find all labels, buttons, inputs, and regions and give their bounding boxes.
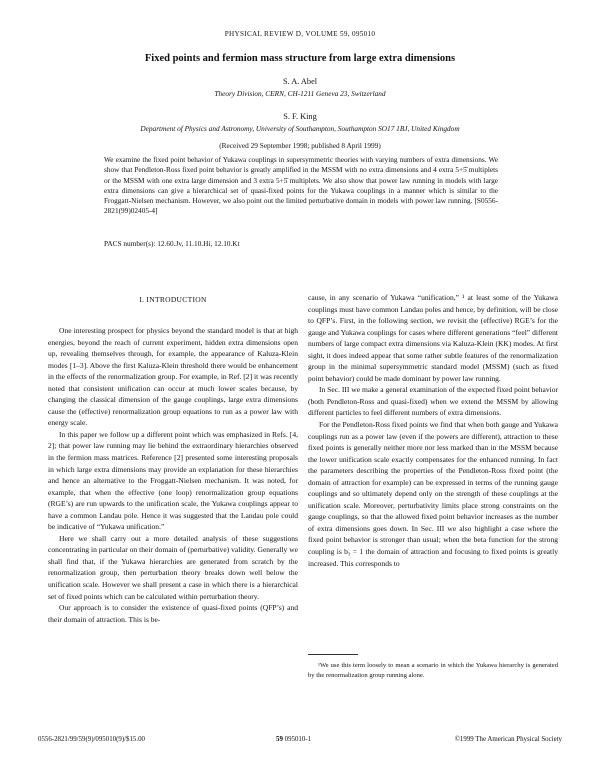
author-2-name: S. F. King	[283, 112, 317, 121]
author-1-affiliation: Theory Division, CERN, CH-1211 Geneva 23, Switzerland	[214, 89, 386, 98]
footer-code: 0556-2821/99/59(9)/095010(9)/$15.00	[38, 736, 145, 743]
left-column	[48, 325, 298, 625]
footnote: ¹We use this term loosely to mean a scenario in which the Yukawa hierarchy is generated by the renormalization group running alone.	[308, 662, 558, 679]
paragraph: cause, in any scenario of Yukawa “unification,” ¹ at least some of the Yukawa couplings must have common Landau poles and hence, by definition, will be close to QFP’s. First, in the following section, we revisit the (effective) RGE’s for the gauge and Yukawa couplings for cases where different generations “feel” different numbers of large compact extra dimensions via Kaluza-Klein (KK) modes. At first sight, it does indeed appear that some rather subtle features of the renormalization group in the minimal supersymmetric standard model (MSSM) (such as fixed point behavior) could be made dominant by power law running.	[308, 293, 558, 383]
received-dates: (Received 29 September 1998; published 8 April 1999)	[219, 141, 381, 150]
section-heading: I. INTRODUCTION	[139, 295, 207, 304]
paragraph: In this paper we follow up a different point which was emphasized in Refs. [4, 2]; that power law running may lie behind the extraordinary hierarchies observed in the fermion mass matrices. Reference [2] presented some interesting proposals in which large extra dimensions may provide an explanation for these hierarchies and hence an alternative to the Froggatt-Nielsen mechanism. It was noted, for example, that when the effective (one loop) renormalization group equations (RGE’s) are run upwards to the unification scale, the Yukawa couplings appear to have a common Landau pole. Hence it was suggested that the Landau pole could be indicative of “Yukawa unification.”	[48, 429, 298, 532]
paragraph: For the Pendleton-Ross fixed points we find that when both gauge and Yukawa couplings run as a power law (even if the powers are different), attraction to these fixed points is generally neither more nor less marked than in the MSSM because the lower unification scale exactly compensates for the enhanced running. In fact the parameters describing the properties of the Pendleton-Ross fixed point (the domain of attraction for example) can be expressed in terms of the running gauge couplings and so ultimately depend only on the strength of these couplings at the unification scale. Moreover, perturbativity limits place strong constraints on the gauge couplings, so that the allowed fixed point behavior increases as the number of extra dimensions goes down. In Sec. III we also highlight a case where the fixed point behavior is stronger than usual; when the beta function for the strong coupling is b₃ = 1 the domain of attraction and focusing to fixed points is greatly increased. This corresponds to	[308, 420, 558, 568]
pacs-numbers: PACS number(s): 12.60.Jv, 11.10.Hi, 12.10.Kt	[104, 239, 240, 248]
journal-header: PHYSICAL REVIEW D, VOLUME 59, 095010	[224, 30, 376, 38]
footer-copyright: ©1999 The American Physical Society	[454, 736, 562, 743]
paragraph: One interesting prospect for physics beyond the standard model is that at high energies, beyond the reach of current experiment, hidden extra dimensions open up, revealing themselves through, for example, the appearance of Kaluza-Klein modes [1–3]. Above the first Kaluza-Klein threshold there would be enhancement in the effects of the renormalization group. For example, in Ref. [2] it was recently noted that consistent unification can occur at much lower scales because, by changing the classical dimension of the gauge couplings, large extra dimensions cause the (effective) renormalization group equations to run as a power law with energy scale.	[48, 326, 298, 428]
footer-volume: 59	[276, 736, 283, 743]
footer-page	[276, 736, 311, 743]
paper-title: Fixed points and fermion mass structure from large extra dimensions	[144, 53, 456, 64]
paragraph: Here we shall carry out a more detailed analysis of these suggestions concentrating in particular on their domain of (perturbative) validity. Generally we shall find that, if the Yukawa hierarchies are generated from scratch by the renormalization group, then perturbation theory breaks down well below the unification scale. However we shall present a case in which there is a hierarchical set of fixed points which can be calculated within perturbation theory.	[48, 533, 298, 601]
author-2-affiliation: Department of Physics and Astronomy, University of Southampton, Southampton SO17 1BJ, United Kingdom	[140, 124, 460, 133]
paragraph: Our approach is to consider the existence of quasi-fixed points (QFP’s) and their domain of attraction. This is be-	[48, 603, 298, 624]
footnote-rule	[308, 654, 358, 655]
author-1-name: S. A. Abel	[282, 77, 318, 86]
abstract: We examine the fixed point behavior of Yukawa couplings in supersymmetric theories with varying numbers of extra dimensions. We show that Pendleton-Ross fixed point behavior is greatly amplified in the MSSM with no extra dimensions and 4 extra 5+5̄ multiplets or the MSSM with one extra large dimension and 3 extra 5+5̄ multiplets. We also show that power law running in models with large extra dimensions can give a hierarchical set of quasi-fixed points for the Yukawa couplings in a manner which is similar to the Froggatt-Nielsen mechanism. However, we also point out the limited perturbative domain in models with power law running. [S0556-2821(99)02405-4]	[104, 155, 498, 216]
paragraph: In Sec. III we make a general examination of the expected fixed point behavior (both Pendleton-Ross and quasi-fixed) when we extend the MSSM by allowing different particles to feel different numbers of extra dimensions.	[308, 385, 558, 418]
footer-page-number: 095010-1	[284, 736, 312, 743]
right-column	[308, 292, 558, 569]
